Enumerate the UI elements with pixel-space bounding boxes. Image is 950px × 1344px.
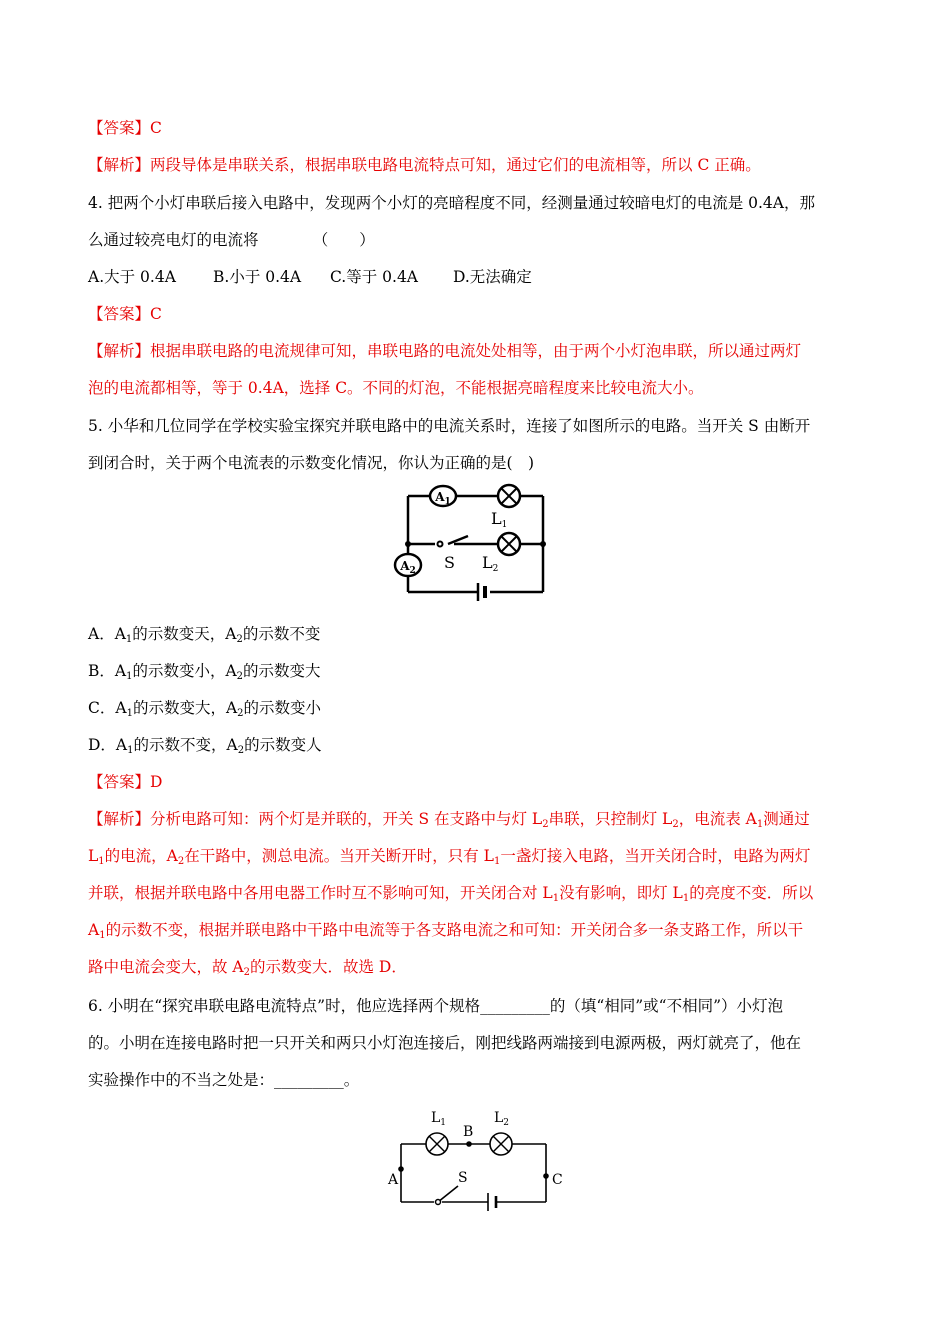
analysis-text: 的示数变大．故选 D．	[250, 958, 407, 976]
analysis-text: 测通过	[763, 810, 810, 828]
answer-tag: 【答案】	[88, 119, 151, 137]
option-a: A.大于 0.4A	[88, 268, 176, 286]
a1-label: $A_1$	[435, 490, 451, 507]
analysis-text: A	[88, 921, 100, 939]
analysis-text: 的电流，A	[104, 847, 178, 865]
subscript: 1	[756, 819, 764, 830]
analysis-q4-line-1	[88, 341, 801, 361]
analysis-text: 两段导体是串联关系，根据串联电路电流特点可知，通过它们的电流相等，所以 C 正确。	[150, 156, 761, 174]
question-5-option-a	[88, 624, 320, 644]
analysis-tag: 【解析】	[88, 156, 151, 174]
option-text: 的示数不变，A	[133, 736, 238, 754]
answer-tag: 【答案】	[88, 305, 151, 323]
lamp-l2-icon	[498, 533, 520, 555]
analysis-q5-line-1	[88, 809, 810, 829]
analysis-tag: 【解析】	[88, 342, 151, 360]
option-text: 的示数变小，A	[132, 662, 237, 680]
point-a-label: A	[388, 1172, 399, 1188]
analysis-q5-line-5	[88, 957, 407, 977]
a2-label: $A_2$	[400, 559, 416, 576]
option-text: 的示数不变	[242, 625, 321, 643]
subscript: 1	[126, 671, 133, 682]
analysis-text: 路中电流会变大，故 A	[88, 958, 244, 976]
l2-label: L2	[482, 553, 499, 574]
analysis-text: L	[88, 847, 99, 865]
analysis-text: 没有影响，即灯 L	[559, 884, 683, 902]
answer-q5	[88, 772, 162, 792]
subscript: 1	[493, 856, 501, 867]
subscript: 1	[126, 708, 133, 719]
switch-s-label: S	[444, 553, 455, 572]
answer-q4	[88, 304, 162, 324]
question-6-line-1	[88, 996, 783, 1016]
option-text: B．A	[88, 662, 127, 680]
analysis-q5-line-4	[88, 920, 803, 940]
question-4-options	[88, 267, 588, 287]
question-6-line-2: 的。小明在连接电路时把一只开关和两只小灯泡连接后，刚把线路两端接到电源两极，两灯就亮了，他在	[88, 1034, 802, 1052]
subscript: 2	[237, 708, 244, 719]
option-b: B.小于 0.4A	[213, 268, 302, 286]
analysis-text: 串联，只控制灯 L	[548, 810, 673, 828]
subscript: 2	[236, 634, 243, 645]
analysis-text: 的示数不变，根据并联电路中干路中电流等于各支路电流之和可知：开关闭合多一条支路工作，所以干	[105, 921, 804, 939]
option-text: A．A	[88, 625, 126, 643]
question-6-line-3	[88, 1070, 359, 1090]
subscript: 1	[98, 856, 105, 867]
option-text: 的示数变大	[243, 662, 321, 680]
question-5-option-b	[88, 661, 321, 681]
question-text: 实验操作中的不当之处是：	[88, 1071, 275, 1089]
analysis-text: 的亮度不变．所以	[689, 884, 814, 902]
analysis-text: ，电流表 A	[678, 810, 757, 828]
analysis-text: 并联，根据并联电路中各用电器工作时互不影响可知，开关闭合对 L	[88, 884, 553, 902]
answer-value: C	[150, 305, 162, 323]
parallel-circuit-diagram	[390, 480, 560, 605]
subscript: 2	[243, 967, 250, 978]
subscript: 2	[237, 745, 245, 756]
option-c: C.等于 0.4A	[330, 268, 419, 286]
subscript: 1	[125, 634, 133, 645]
analysis-text: 在干路中，测总电流。当开关断开时，只有 L	[184, 847, 494, 865]
lamp-l1-icon	[498, 485, 520, 507]
option-text: 的示数变大，A	[132, 699, 238, 717]
question-text: 6. 小明在“探究串联电路电流特点”时，他应选择两个规格	[88, 997, 481, 1015]
series-circuit-diagram	[380, 1100, 580, 1228]
subscript: 2	[236, 671, 244, 682]
question-4-line-2: 么通过较亮电灯的电流将 （ ）	[88, 231, 375, 249]
option-text: 的示数变天，A	[132, 625, 237, 643]
question-4-line-1: 4. 把两个小灯串联后接入电路中，发现两个小灯的亮暗程度不同，经测量通过较暗电灯的电流是 0.4A，那	[88, 194, 815, 212]
answer-value: D	[150, 773, 163, 791]
analysis-tag: 【解析】	[88, 810, 151, 828]
subscript: 1	[552, 893, 560, 904]
l1-label: $L_1$	[431, 1110, 447, 1128]
ammeter-a1-icon	[430, 486, 456, 507]
question-5-option-c	[88, 698, 321, 718]
subscript: 2	[177, 856, 185, 867]
option-d: D.无法确定	[453, 268, 532, 286]
question-5-line-2: 到闭合时，关于两个电流表的示数变化情况，你认为正确的是( )	[88, 454, 535, 472]
analysis-q5-line-2	[88, 846, 810, 866]
switch-s-label: S	[458, 1170, 468, 1186]
option-text: C．A	[88, 699, 127, 717]
question-5-option-d	[88, 735, 322, 755]
option-text: 的示数变小	[243, 699, 322, 717]
subscript: 2	[542, 819, 549, 830]
answer-q3	[88, 118, 162, 138]
answer-value: C	[150, 119, 162, 137]
answer-tag: 【答案】	[88, 773, 151, 791]
answer-blank-2[interactable]: _________	[274, 1071, 344, 1089]
point-c-label: C	[552, 1172, 563, 1188]
question-text: 。	[343, 1071, 360, 1089]
analysis-q4-line-2: 泡的电流都相等，等于 0.4A，选择 C。不同的灯泡，不能根据亮暗程度来比较电流大小。	[88, 379, 704, 397]
subscript: 1	[99, 930, 106, 941]
subscript: 1	[682, 893, 690, 904]
l2-label: $L_2$	[494, 1110, 510, 1128]
ammeter-a2-icon	[395, 554, 421, 576]
question-text: 的（填“相同”或“不相同”）小灯泡	[549, 997, 784, 1015]
analysis-q5-line-3	[88, 883, 813, 903]
option-text: D．A	[88, 736, 128, 754]
analysis-text: 分析电路可知：两个灯是并联的，开关 S 在支路中与灯 L	[150, 810, 543, 828]
analysis-text: 一盏灯接入电路，当开关闭合时，电路为两灯	[500, 847, 811, 865]
point-b-label: B	[463, 1124, 474, 1140]
analysis-text: 根据串联电路的电流规律可知，串联电路的电流处处相等，由于两个小灯泡串联，所以通过两灯	[150, 342, 802, 360]
subscript: 1	[127, 745, 134, 756]
option-text: 的示数变人	[244, 736, 322, 754]
analysis-q3	[88, 155, 761, 175]
lamp-l2-icon	[490, 1133, 512, 1155]
l1-label: L1	[491, 509, 508, 530]
subscript: 2	[672, 819, 679, 830]
answer-blank-1[interactable]: _________	[480, 997, 550, 1015]
lamp-l1-icon	[426, 1133, 448, 1155]
question-5-line-1: 5. 小华和几位同学在学校实验宝探究并联电路中的电流关系时，连接了如图所示的电路。当开关 S 由断开	[88, 417, 811, 435]
